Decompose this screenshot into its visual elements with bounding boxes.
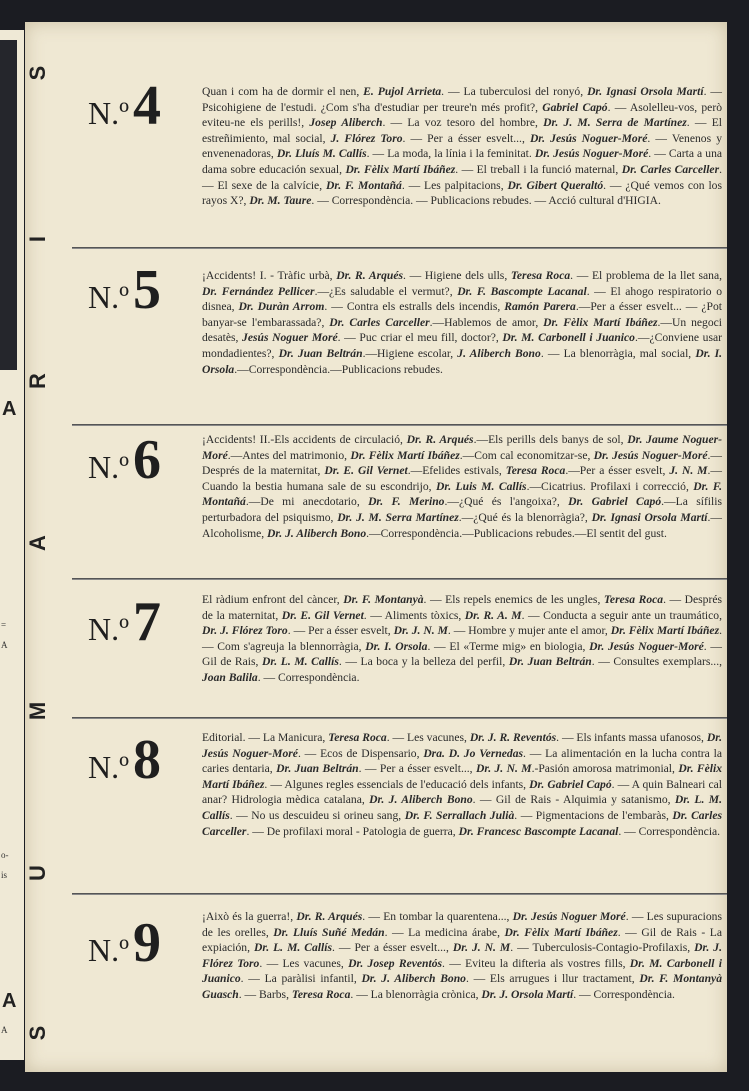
divider-rule <box>72 578 727 580</box>
divider-rule <box>72 893 727 895</box>
spine-letter: A <box>2 398 17 420</box>
issue-number-prefix: N.º <box>88 749 130 785</box>
issue-number-prefix: N.º <box>88 932 130 968</box>
spine-dark-strip <box>0 40 17 370</box>
spine-fragment: = <box>1 620 7 630</box>
issue-contents: ¡Això és la guerra!, Dr. R. Arqués. — En tombar la quarentena..., Dr. Jesús Noguer Moré. — Les supuracions de les orelles, Dr. Lluís Suñé Medán. — La medicina árabe, Dr. Fèlix Martí Ibáñez. — Gil de Rais - La expiación, Dr. L. M. Callís. — Per a ésser esvelt..., Dr. J. N. M. — Tuberculosis-Contagio-Profilaxis, Dr. J. Flórez Toro. — Les vacunes, Dr. Josep Reventós. — Eviteu la difteria als vostres fills, Dr. M. Carbonell i Juanico. — La paràlisi infantil, Dr. J. Aliberch Bono. — Els arrugues i llur tractament, Dr. F. Montanyà Guasch. — Barbs, Teresa Roca. — La blenorràgia crònica, Dr. J. Orsola Martí. — Correspondència. <box>202 910 722 1001</box>
side-title-letter: S <box>25 65 50 81</box>
issue-number-prefix: N.º <box>88 279 130 315</box>
issue-number-prefix: N.º <box>88 95 130 131</box>
issue-contents: ¡Accidents! I. - Tràfic urbà, Dr. R. Arqués. — Higiene dels ulls, Teresa Roca. — El problema de la llet sana, Dr. Fernández Pellicer.—¿Es saludable el vermut?, Dr. F. Bascompte Lacanal. — El ahogo respiratorio o disnea, Dr. Duràn Arrom. — Contra els estralls dels incendis, Ramón Parera.—Per a ésser esvelt... — ¿Pot banyar-se l'embarassada?, Dr. Carles Carceller.—Hablemos de amor, Dr. Fèlix Martí Ibáñez.—Un negoci desatès, Jesús Noguer Moré. — Puc criar el meu fill, doctor?, Dr. M. Carbonell i Juanico.—¿Conviene usar mondadientes?, Dr. Juan Beltrán.—Higiene escolar, J. Aliberch Bono. — La blenorràgia, mal social, Dr. I. Orsola.—Correspondència.—Publicacions rebudes. <box>202 269 723 376</box>
issue-number <box>88 429 162 491</box>
issue-number-value: 9 <box>133 912 162 974</box>
issue-number <box>88 729 162 791</box>
issue-number <box>88 75 162 137</box>
issue-number-value: 4 <box>133 75 162 137</box>
side-title-letter: M <box>25 701 50 721</box>
book-spine-edge <box>0 30 24 1060</box>
side-title-letter: A <box>25 535 50 551</box>
side-title-letter: S <box>25 1025 50 1041</box>
issue-number <box>88 591 162 653</box>
spine-fragment: A <box>1 640 8 650</box>
issue-number-value: 8 <box>133 729 162 791</box>
issue-contents: Editorial. — La Manicura, Teresa Roca. — Les vacunes, Dr. J. R. Reventós. — Els infants massa ufanosos, Dr. Jesús Noguer-Moré. — Ecos de Dispensario, Dra. D. Jo Vernedas. — La alimentación en la lucha contra la caries dentaria, Dr. Juan Beltrán. — Per a ésser esvelt..., Dr. J. N. M.-Pasión amorosa matrimonial, Dr. Fèlix Martí Ibáñez. — Algunes regles essencials de l'educació dels infants, Dr. Gabriel Capó. — A quin Balneari cal anar? Hidrologia mèdica catalana, Dr. J. Aliberch Bono. — Gil de Rais - Alquimia y satanismo, Dr. L. M. Callís. — No us descuideu si orineu sang, Dr. F. Serrallach Julià. — Pigmentacions de l'embaràs, Dr. Carles Carceller. — De profilaxi moral - Patologia de guerra, Dr. Francesc Bascompte Lacanal. — Correspondència. <box>202 731 723 838</box>
issue-contents: ¡Accidents! II.-Els accidents de circulació, Dr. R. Arqués.—Els perills dels banys de sol, Dr. Jaume Noguer-Moré.—Antes del matrimonio, Dr. Fèlix Martí Ibáñez.—Com cal economitzar-se, Dr. Jesús Noguer-Moré.—Després de la maternitat, Dr. E. Gil Vernet.—Efelides estivals, Teresa Roca.—Per a ésser esvelt, J. N. M.—Cuando la bestia humana sale de su escondrijo, Dr. Luis M. Callís.—Cicatrius. Profilaxi i correcció, Dr. F. Montañá.—De mi anecdotario, Dr. F. Merino.—¿Qué és l'angoixa?, Dr. Gabriel Capó.—La sífilis perturbadora del psiquismo, Dr. J. M. Serra Martínez.—¿Qué és la blenorràgia?, Dr. Ignasi Orsola Martí.—Alcoholisme, Dr. J. Aliberch Bono.—Correspondència.—Publicacions rebudes.—El sentit del gust. <box>202 433 722 540</box>
issue-number-value: 5 <box>133 259 162 321</box>
divider-rule <box>72 247 727 249</box>
side-title-letter: R <box>25 373 50 389</box>
issue-number-value: 6 <box>133 429 162 491</box>
issue-contents: El ràdium enfront del càncer, Dr. F. Montanyà. — Els repels enemics de les ungles, Teresa Roca. — Després de la maternitat, Dr. E. Gil Vernet. — Aliments tòxics, Dr. R. A. M. — Conducta a seguir ante un traumático, Dr. J. Flórez Toro. — Per a ésser esvelt, Dr. J. N. M. — Hombre y mujer ante el amor, Dr. Fèlix Martí Ibáñez. — Com s'agreuja la blennorràgia, Dr. I. Orsola. — El «Terme mig» en biologia, Dr. Jesús Noguer-Moré. — Gil de Rais, Dr. L. M. Callís. — La boca y la belleza del perfil, Dr. Juan Beltrán. — Consultes exemplars..., Joan Balila. — Correspondència. <box>202 593 722 684</box>
spine-letter: A <box>2 990 17 1012</box>
issue-number-prefix: N.º <box>88 611 130 647</box>
side-title-letter: I <box>25 235 50 243</box>
spine-fragment: A <box>1 1025 8 1035</box>
divider-rule <box>72 424 727 426</box>
issue-number <box>88 259 162 321</box>
spine-fragment: o- <box>1 850 9 860</box>
spine-fragment: is <box>1 870 8 880</box>
issue-number-value: 7 <box>133 591 162 653</box>
issue-number <box>88 912 162 974</box>
divider-rule <box>72 717 727 719</box>
side-title-letter: U <box>25 865 50 881</box>
issue-contents: Quan i com ha de dormir el nen, E. Pujol Arrieta. — La tuberculosi del ronyó, Dr. Ignasi Orsola Martí. — Psicohigiene de l'estudi. ¿Com s'ha d'estudiar per treure'n més profit?, Gabriel Capó. — Asolelleu-vos, però eviteu-ne els perills!, Josep Aliberch. — La voz tesoro del hombre, Dr. J. M. Serra de Martínez. — El estreñimiento, mal social, J. Flórez Toro. — Per a ésser esvelt..., Dr. Jesús Noguer-Moré. — Venenos y envenenadoras, Dr. Lluís M. Callís. — La moda, la línia i la feminitat. Dr. Jesús Noguer-Moré. — Carta a una dama sobre educación sexual, Dr. Fèlix Martí Ibáñez. — El treball i la funció maternal, Dr. Carles Carceller. — El sexe de la calvície, Dr. F. Montañá. — Les palpitacions, Dr. Gibert Queraltó. — ¿Qué vemos con los rayos X?, Dr. M. Taure. — Correspondència. — Publicacions rebudes. — Acció cultural d'HIGIA. <box>202 85 723 208</box>
issue-number-prefix: N.º <box>88 449 130 485</box>
